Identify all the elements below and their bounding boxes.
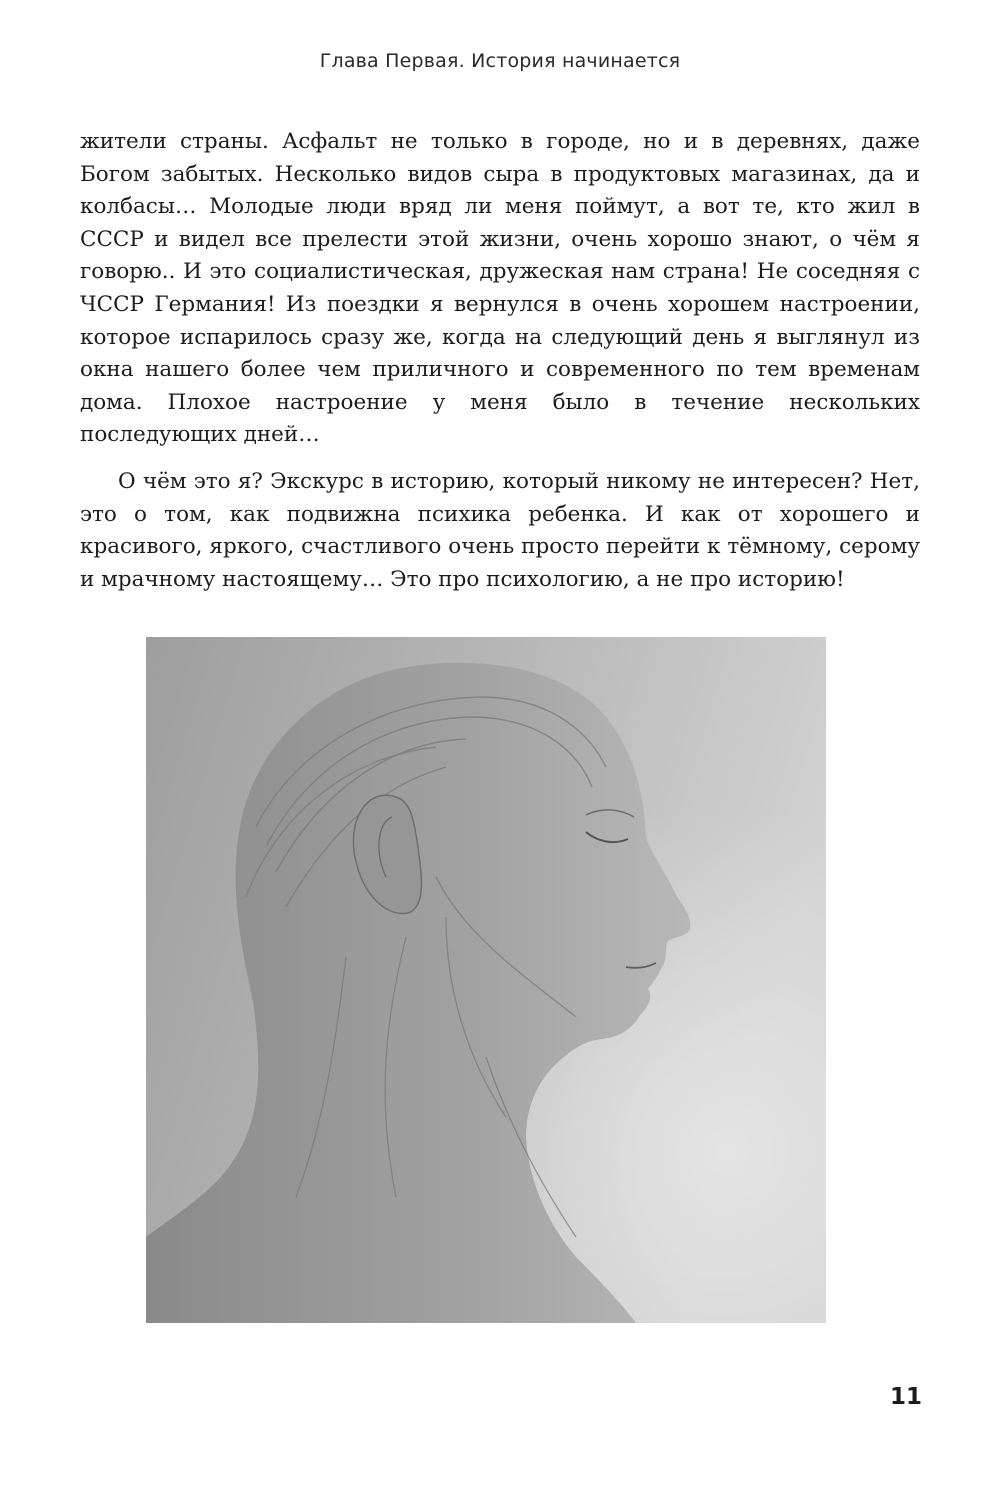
portrait-illustration xyxy=(146,637,826,1323)
page-number: 11 xyxy=(889,1384,922,1410)
running-header: Глава Первая. История начинается xyxy=(319,50,681,72)
body-text xyxy=(80,126,920,610)
paragraph: О чём это я? Экскурс в историю, который никому не интересен? Нет, это о том, как подвижна психика ребенка. И как от хорошего и красивого, яркого, счастливого очень просто перейти к тёмному, серому и мрачному настоящему… Это про психологию, а не про историю! xyxy=(80,468,920,592)
paragraph: жители страны. Асфальт не только в городе, но и в деревнях, даже Богом забытых. Несколько видов сыра в продуктовых магазинах, да и колбасы… Молодые люди вряд ли меня поймут, а вот те, кто жил в СССР и видел все прелести этой жизни, очень хорошо знают, о чём я говорю.. И это социалистическая, дружеская нам страна! Не соседняя с ЧССР Германия! Из поездки я вернулся в очень хорошем настроении, которое испарилось сразу же, когда на следующий день я выглянул из окна нашего более чем приличного и современного по тем временам дома. Плохое настроение у меня было в течение нескольких последующих дней… xyxy=(80,129,920,448)
